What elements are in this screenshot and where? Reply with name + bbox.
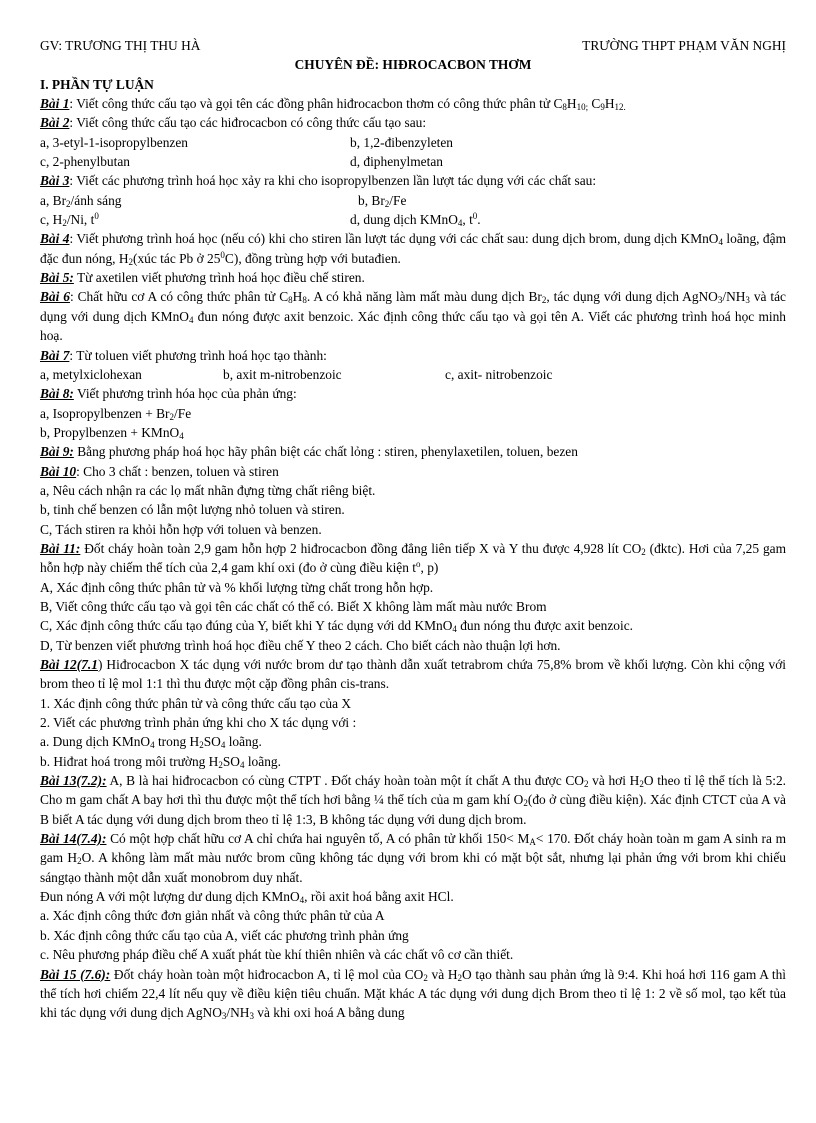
option-a: a, metylxiclohexan (40, 366, 142, 382)
option-row (40, 210, 786, 229)
exercise-label: Bài 3 (40, 173, 70, 189)
option-row (40, 191, 786, 210)
exercise-text: Viết công thức cấu tạo các hiđrocacbon có công thức cấu tạo sau: (73, 115, 427, 131)
option-c: C, Tách stiren ra khỏi hỗn hợp với toluen và benzen. (40, 521, 322, 537)
exercise-label: Bài 11: (40, 540, 81, 556)
option-a: a. Xác định công thức đơn giản nhất và công thức phân tử của A (40, 908, 385, 924)
subscript: 8 (562, 102, 567, 113)
option-b: b, $Br_2/Fe$ (358, 192, 407, 209)
exercise-label: Bài 14(7.4): (40, 831, 107, 847)
exercise-6: Bài 6: Chất hữu cơ A có công thức phân tử $C_8H_8$. A có khả năng làm mất màu dung dịch $Br_2$, tác dụng với dung dịch $AgNO_3/NH_3$ và tác dụng với dung dịch KMnO$_4$ đun nóng được axit benzoic. Xác định công thức cấu tạo và gọi tên A. Viết các phương trình hoá học minh hoạ. (40, 289, 787, 344)
exercise-11: Bài 11: Đốt cháy hoàn toàn 2,9 gam hỗn hợp 2 hiđrocacbon đồng đẳng liên tiếp X và Y thu được 4,928 lít $CO_2$ (đktc). Hơi của 7,25 gam hỗn hợp này chiếm thể tích của 2,4 gam khí oxi (đo ở cùng điều kiện $t^o$, p) (40, 540, 786, 576)
exercise-4: Bài 4: Viết phương trình hoá học (nếu có) khi cho stiren lần lượt tác dụng với các chất sau: dung dịch brom, dung dịch KMnO$_4$ loãng, đậm đặc đun nóng, $H_2(xúc$ tác Pb ở $25^0C$), đồng trùng hợp với butađien. (40, 231, 786, 267)
exercise-7: Bài 7: Từ toluen viết phương trình hoá học tạo thành: (40, 347, 327, 363)
exercise-text: C (588, 96, 601, 112)
option-c: c. Nêu phương pháp điều chế A xuất phát tùe khí thiên nhiên và các chất vô cơ cần thiết. (40, 947, 514, 963)
exercise-text: H (604, 96, 615, 112)
option-b: b. Hiđrat hoá trong môi trường $H_2SO_4$ loãng. (40, 753, 281, 770)
option-b: b, Propylbenzen + KMnO$_4$ (40, 424, 184, 441)
exercise-2: Bài 2: Viết công thức cấu tạo các hiđrocacbon có công thức cấu tạo sau: (40, 115, 427, 131)
exercise-label: Bài 12(7.1 (40, 657, 98, 672)
document-title: CHUYÊN ĐỀ: HIĐROCACBON THƠM (294, 57, 532, 73)
paragraph: Đun nóng A với một lượng dư dung dịch KMnO$_4$, rồi axit hoá bằng axit HCl. (40, 889, 454, 906)
option-row (40, 365, 786, 384)
exercise-label: Bài 5: (40, 270, 74, 286)
exercise-14: Bài 14(7.4): Có một hợp chất hữu cơ A chỉ chứa hai nguyên tố, A có phân tử khối $150< M_A< 170$. Đốt cháy hoàn toàn m gam A sinh ra m gam $H_2O$. A không làm mất màu nước brom cũng không tác dụng với brom khi có mặt bột sắt, nhưng lại phản ứng với brom khi chiếu sángtạo thành một dẫn xuất monobrom duy nhất. (40, 831, 786, 885)
option-b: B, Viết công thức cấu tạo và gọi tên các chất có thể có. Biết X không làm mất màu nước Brom (40, 598, 547, 614)
option-a: a, 3-etyl-1-isopropylbenzen (40, 134, 188, 150)
exercise-3: Bài 3: Viết các phương trình hoá học xảy ra khi cho isopropylbenzen lần lượt tác dụng với các chất sau: (40, 173, 597, 189)
exercise-label: Bài 4 (40, 231, 70, 247)
exercise-1: Bài 1: Viết công thức cấu tạo và gọi tên các đồng phân hiđrocacbon thơm có công thức phân tử $C_8H_{10;}$ $C_9H_{12.}$ (40, 96, 626, 113)
exercise-label: Bài 10 (40, 463, 77, 479)
section-heading: I. PHẦN TỰ LUẬN (40, 76, 154, 92)
page-header (40, 36, 786, 55)
exercise-label: Bài 6 (40, 289, 70, 305)
subscript: 12. (614, 102, 626, 113)
option-a: A, Xác định công thức phân tử và % khối lượng từng chất trong hỗn hợp. (40, 579, 434, 595)
option-row (40, 133, 786, 152)
question-2: 2. Viết các phương trình phản ứng khi cho X tác dụng với : (40, 715, 357, 731)
exercise-15: Bài 15 (7.6): Đốt cháy hoàn toàn một hiđrocacbon A, tỉ lệ mol của $CO_2$ và $H_2O$ tạo thành sau phản ứng là 9:4. Khi hoá hơi 116 gam A thì thể tích hơi chiếm 22,4 lít nếu quy về điều kiện tiêu chuẩn. Mặt khác A tác dụng với dung dịch Brom theo tỉ lệ 1: 2 về số mol, tạo kết tủa khi tác dụng với dung dịch $AgNO_3/NH_3$ và khi oxi hoá A bằng dung (40, 966, 786, 1022)
exercise-label: Bài 1 (40, 96, 70, 112)
document-page (40, 36, 786, 1023)
exercise-10: Bài 10: Cho 3 chất : benzen, toluen và stiren (40, 463, 279, 479)
subscript: 10; (576, 102, 589, 113)
option-row (40, 152, 786, 171)
teacher-name: GV: TRƯƠNG THỊ THU HÀ (40, 38, 201, 53)
option-c: c, axit- nitrobenzoic (445, 366, 553, 382)
exercise-label: Bài 8: (40, 386, 74, 402)
option-a: a, Nêu cách nhận ra các lọ mất nhãn đựng từng chất riêng biệt. (40, 482, 376, 498)
question-1: 1. Xác định công thức phân tử và công thức cấu tạo của X (40, 695, 352, 711)
option-c: C, Xác định công thức cấu tạo đúng của Y, biết khi Y tác dụng với dd KMnO$_4$ đun nóng thu được axit benzoic. (40, 618, 633, 635)
school-name: TRƯỜNG THPT PHẠM VĂN NGHỊ (582, 38, 786, 53)
option-c: c, $H_2/Ni$, $t^0$ (40, 211, 99, 229)
option-a: a. Dung dịch KMnO$_4$ trong $H_2SO_4$ loãng. (40, 734, 262, 751)
option-b: b, tinh chế benzen có lẫn một lượng nhỏ toluen và stiren. (40, 502, 345, 518)
exercise-8: Bài 8: Viết phương trình hóa học của phản ứng: (40, 386, 297, 402)
exercise-label: Bài 2 (40, 115, 70, 131)
exercise-13: Bài 13(7.2): A, B là hai hiđrocacbon có cùng CTPT . Đốt cháy hoàn toàn một ít chất A thu được $CO_2$ và hơi $H_2O$ theo tỉ lệ thể tích là 5:2. Cho m gam chất A bay hơi thì thu được một thể tích hơi bằng ¼ thể tích của m gam khí $O_2(đo$ ở cùng điều kiện). Xác định CTCT của A và B biết A tác dụng với dung dịch brom theo tỉ lệ 1:3, B không tác dụng với dung dịch brom. (40, 773, 786, 827)
exercise-label: Bài 15 (7.6): (40, 966, 111, 982)
exercise-label: Bài 13(7.2): (40, 773, 107, 789)
exercise-text: H (566, 96, 577, 112)
option-c: c, 2-phenylbutan (40, 154, 130, 170)
option-d: D, Từ benzen viết phương trình hoá học điều chế Y theo 2 cách. Cho biết cách nào thuận lợi hơn. (40, 637, 561, 653)
exercise-5: Bài 5: Từ axetilen viết phương trình hoá học điều chế stiren. (40, 270, 365, 286)
option-a: a, Isopropylbenzen + $Br_2/Fe$ (40, 405, 192, 422)
exercise-label: Bài 7 (40, 347, 70, 363)
exercise-text: Viết các phương trình hoá học xảy ra khi cho isopropylbenzen lần lượt tác dụng với các chất sau: (73, 173, 597, 189)
option-d: d, điphenylmetan (350, 154, 443, 170)
option-b: b, 1,2-đibenzyleten (350, 134, 453, 150)
subscript: 9 (600, 102, 605, 113)
exercise-9: Bài 9: Bằng phương pháp hoá học hãy phân biệt các chất lỏng : stiren, phenylaxetilen, toluen, bezen (40, 444, 578, 460)
option-d: d, dung dịch KMnO$_4$, $t^0$. (350, 211, 481, 229)
option-a: a, $Br_2$/ánh sáng (40, 192, 122, 209)
exercise-12: Bài 12(7.1) Hiđrocacbon X tác dụng với nước brom dư tạo thành dẫn xuất tetrabrom chứa 75,8% brom về khối lượng. Còn khi cộng với brom theo tỉ lệ mol 1:1 thì thu được một cặp đồng phân cis-trans. (40, 657, 786, 692)
option-b: b. Xác định công thức cấu tạo của A, viết các phương trình phản ứng (40, 927, 409, 943)
exercise-text: Viết công thức cấu tạo và gọi tên các đồng phân hiđrocacbon thơm có công thức phân tử C (76, 96, 563, 112)
exercise-label: Bài 9: (40, 444, 74, 460)
option-b: b, axit m-nitrobenzoic (223, 366, 342, 382)
